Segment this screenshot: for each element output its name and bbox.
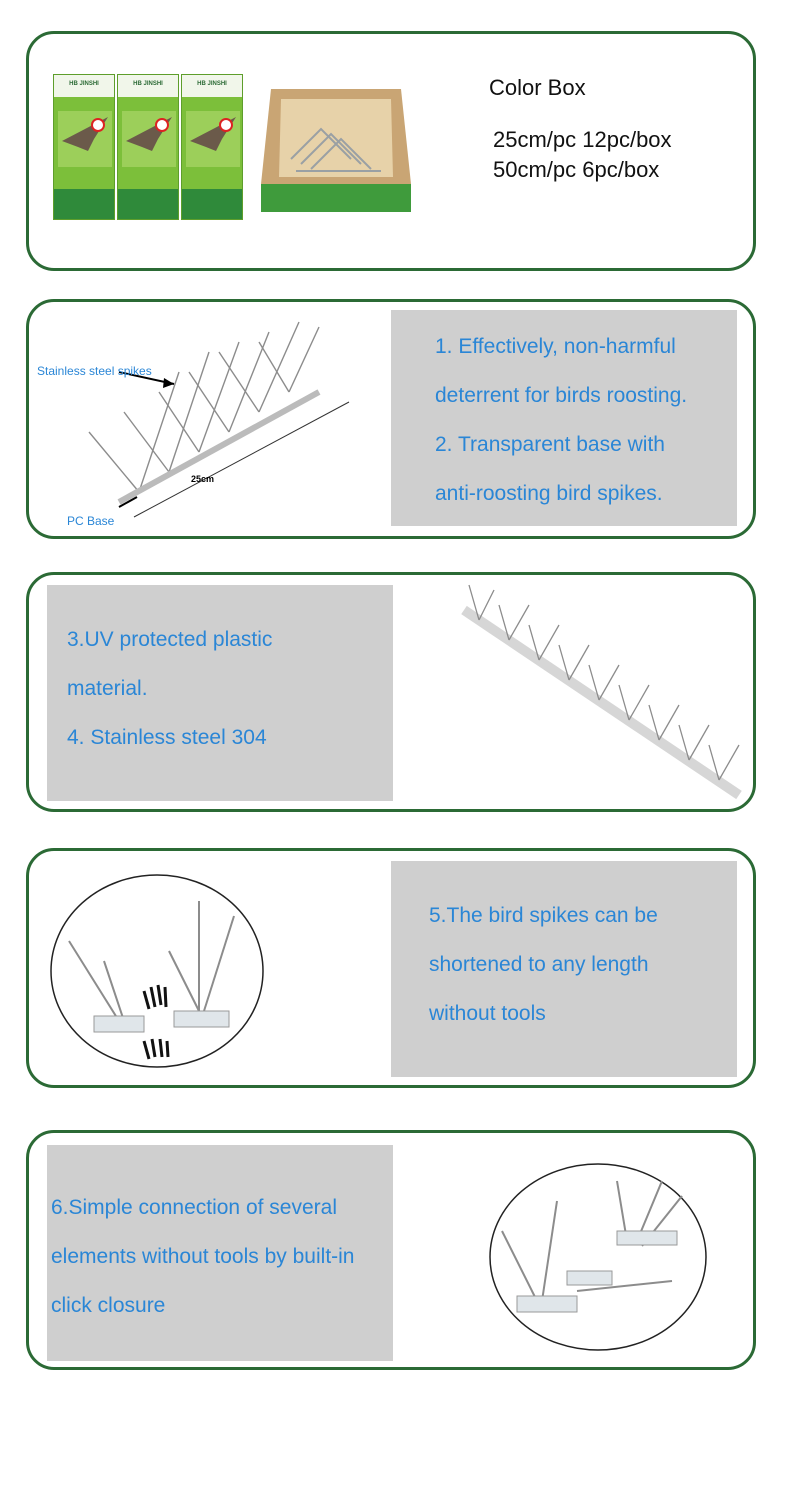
bird-icon — [186, 111, 240, 167]
spike-strip-image — [59, 312, 359, 527]
panel-feature-5 — [26, 848, 756, 1088]
feature-line-2: deterrent for birds roosting. — [435, 384, 688, 407]
feature-line-3: without tools — [429, 1002, 546, 1025]
label-stainless-spikes: Stainless steel spikes — [37, 364, 152, 378]
feature-line-3: 4. Stainless steel 304 — [67, 726, 267, 749]
panel-feature-3-4 — [26, 572, 756, 812]
feature-line-1: 3.UV protected plastic — [67, 628, 273, 651]
product-box-1: HB JINSHI — [53, 74, 115, 220]
label-pc-base: PC Base — [67, 514, 115, 528]
panel-feature-1-2 — [26, 299, 756, 539]
product-box-2: HB JINSHI — [117, 74, 179, 220]
color-box-line-1: 25cm/pc 12pc/box — [493, 127, 672, 152]
bird-icon — [58, 111, 112, 167]
feature-line-1: 1. Effectively, non-harmful — [435, 335, 676, 358]
spike-strip-image — [449, 580, 749, 810]
feature-line-3: 2. Transparent base with — [435, 433, 665, 456]
feature-line-4: anti-roosting bird spikes. — [435, 482, 663, 505]
click-closure-closeup-image — [487, 1161, 709, 1353]
panel-color-box — [26, 31, 756, 271]
cut-spike-closeup-image — [49, 871, 269, 1071]
feature-line-1: 5.The bird spikes can be — [429, 904, 658, 927]
feature-line-2: shortened to any length — [429, 953, 649, 976]
label-length: 25cm — [191, 474, 215, 484]
feature-line-2: elements without tools by built-in — [51, 1245, 355, 1268]
feature-line-3: click closure — [51, 1294, 166, 1317]
color-box-title: Color Box — [489, 75, 586, 100]
bird-icon — [122, 111, 176, 167]
feature-line-1: 6.Simple connection of several — [51, 1196, 337, 1219]
panel-feature-6 — [26, 1130, 756, 1370]
open-box-image — [261, 89, 411, 214]
feature-line-2: material. — [67, 677, 148, 700]
color-box-line-2: 50cm/pc 6pc/box — [493, 157, 660, 182]
product-box-3: HB JINSHI — [181, 74, 243, 220]
